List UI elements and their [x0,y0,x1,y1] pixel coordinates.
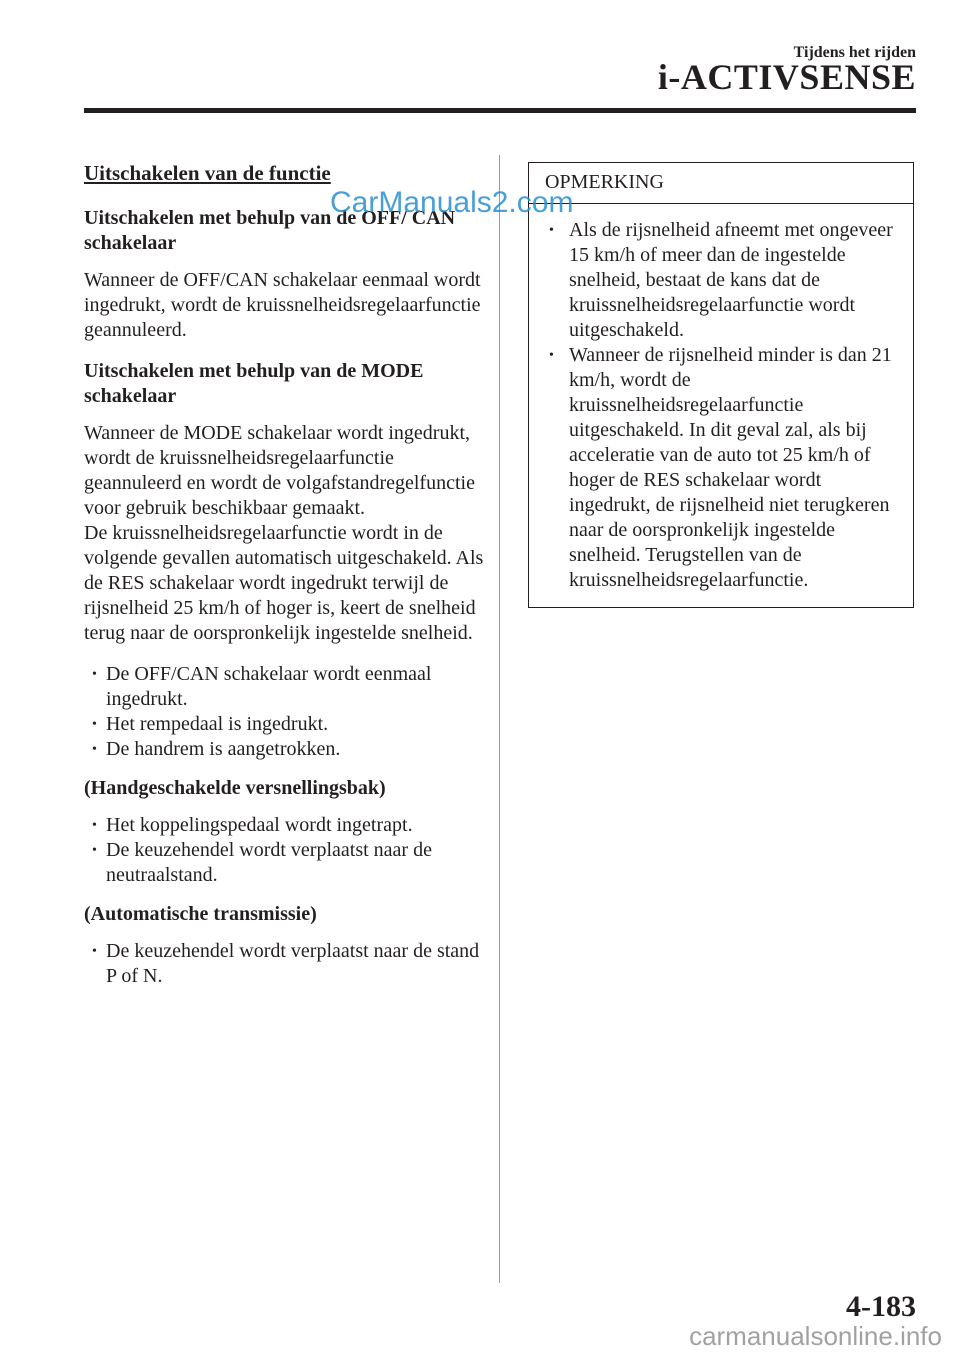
manual-conditions-list [84,813,484,888]
list-item: • De handrem is aangetrokken. [88,737,484,762]
note-title: OPMERKING [529,163,913,204]
note-body [529,204,913,593]
automatic-conditions-list [84,939,484,989]
watermark-footer: carmanualsonline.info [689,1321,942,1351]
list-item: • De OFF/CAN schakelaar wordt eenmaal ingedrukt. [88,662,484,712]
list-item: • De keuzehendel wordt verplaatst naar de neutraalstand. [88,838,484,888]
paragraph-mode: Wanneer de MODE schakelaar wordt ingedrukt, wordt de kruissnelheidsregelaarfunctie geannuleerd en wordt de volgafstandregelfunctie voor gebruik beschikbaar gemaakt. [84,422,475,519]
subheading-mode: Uitschakelen met behulp van de MODE schakelaar [84,360,424,407]
subheading-automatic: (Automatische transmissie) [84,903,317,925]
paragraph-offcan: Wanneer de OFF/CAN schakelaar eenmaal wordt ingedrukt, wordt de kruissnelheidsregelaarfunctie geannuleerd. [84,269,481,341]
subheading-offcan: Uitschakelen met behulp van de OFF/ CAN schakelaar [84,207,456,254]
note-box [528,162,914,608]
cancel-conditions-list [84,662,484,762]
page-number: 4-183 [846,1290,916,1323]
list-item: • Het koppelingspedaal wordt ingetrapt. [88,813,484,838]
column-divider [499,155,500,1283]
note-list [543,218,899,593]
section-header: Tijdens het rijden [793,44,916,61]
paragraph-auto-cancel: De kruissnelheidsregelaarfunctie wordt in de volgende gevallen automatisch uitgeschakeld. Als de RES schakelaar wordt ingedrukt terwijl de rijsnelheid 25 km/h of hoger is, keert de snelheid terug naar de oorspronkelijk ingestelde snelheid. [84,522,484,644]
subheading-manual: (Handgeschakelde versnellingsbak) [84,777,386,799]
watermark-logo: CarManuals2.com [330,186,574,219]
list-item: • Wanneer de rijsnelheid minder is dan 21 km/h, wordt de kruissnelheidsregelaarfunctie uitgeschakeld. In dit geval zal, als bij acceleratie van de auto tot 25 km/h of hoger de RES schakelaar wordt ingedrukt, de rijsnelheid niet terugkeren naar de oorspronkelijk ingestelde snelheid. Terugstellen van de kruissnelheidsregelaarfunctie. [543,343,899,593]
chapter-title: i-ACTIVSENSE [657,57,916,97]
header-divider [84,108,916,113]
left-column [84,160,484,1003]
list-item: • Als de rijsnelheid afneemt met ongeveer 15 km/h of meer dan de ingestelde snelheid, bestaat de kans dat de kruissnelheidsregelaarfunctie wordt uitgeschakeld. [543,218,899,343]
section-heading: Uitschakelen van de functie [84,161,331,185]
list-item: • De keuzehendel wordt verplaatst naar de stand P of N. [88,939,484,989]
list-item: • Het rempedaal is ingedrukt. [88,712,484,737]
